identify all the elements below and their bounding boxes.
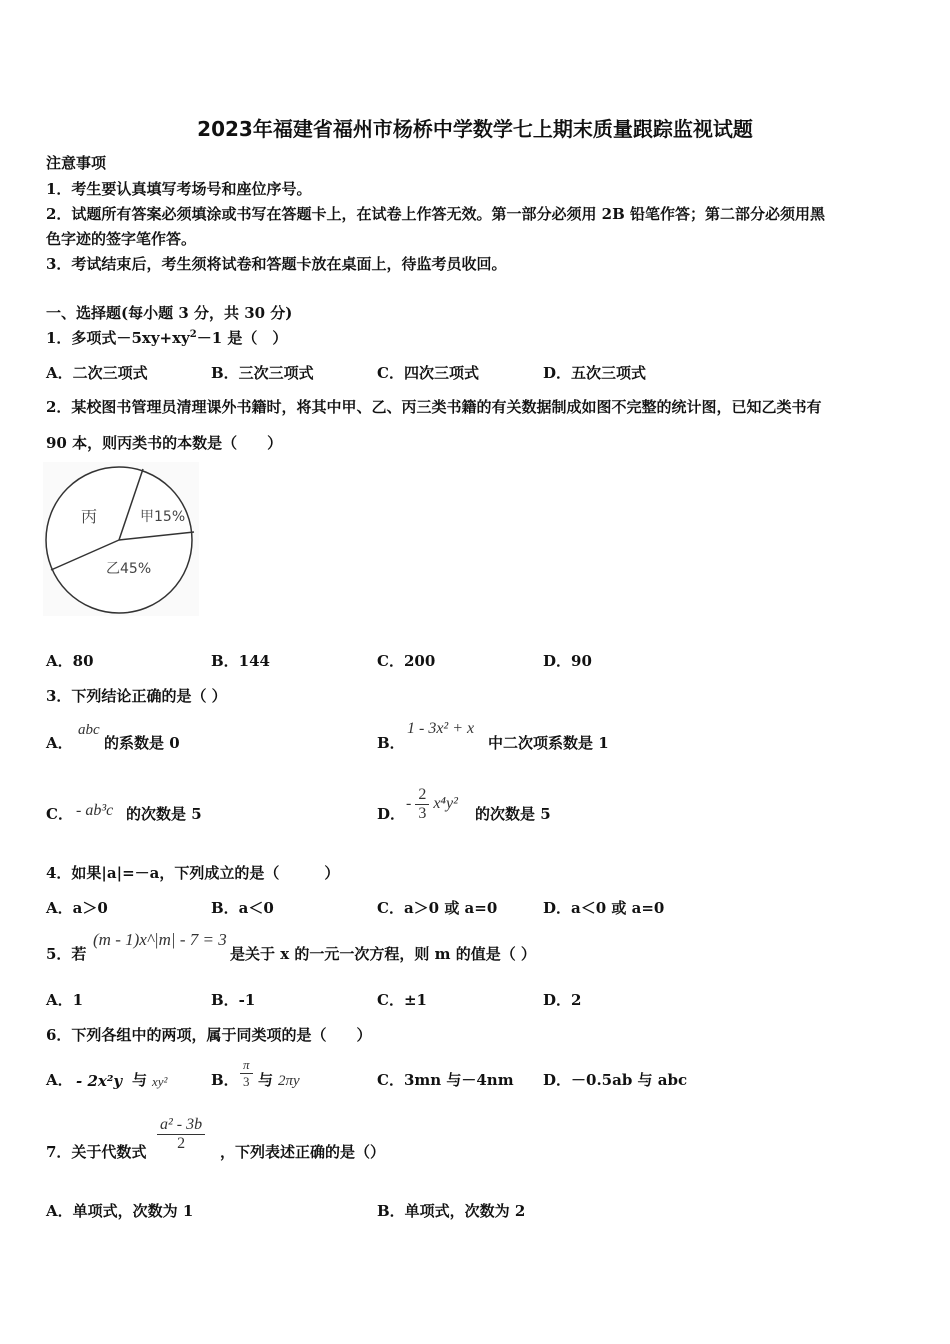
q3-option-c-text: 的次数是 5 (126, 805, 202, 823)
pie-chart (43, 462, 199, 616)
q1-stem-sup: 2 (189, 329, 197, 340)
q2-option-d[interactable]: D．90 (543, 652, 592, 670)
q3-option-b-text: 中二次项系数是 1 (488, 734, 609, 752)
q3-d-minus: - (406, 795, 412, 813)
q6-b-fraction-box (240, 1057, 253, 1090)
q3-option-a-text: 的系数是 0 (104, 734, 180, 752)
q3-option-c-label[interactable]: C． (46, 805, 73, 823)
question-7-stem-b: ，下列表述正确的是（） (220, 1143, 386, 1161)
notice-item-2-cont: 色字迹的签字笔作答。 (46, 230, 197, 248)
q6-option-a-math1: - 2x²y (76, 1072, 123, 1090)
q6-option-c[interactable]: C．3mn 与－4nm (377, 1071, 514, 1089)
q3-d-variables: x⁴y² (433, 795, 458, 813)
question-5-stem-b: 是关于 x 的一元一次方程，则 m 的值是（ ） (230, 945, 536, 963)
q5-option-d[interactable]: D．2 (543, 991, 582, 1009)
q5-option-c[interactable]: C．±1 (377, 991, 427, 1009)
q5-option-b[interactable]: B．-1 (211, 991, 256, 1009)
section-heading: 一、选择题(每小题 3 分，共 30 分) (46, 304, 293, 322)
q4-option-a[interactable]: A．a＞0 (46, 899, 108, 917)
question-5-stem-a: 5．若 (46, 945, 87, 963)
q4-option-d[interactable]: D．a＜0 或 a=0 (543, 899, 665, 917)
q1-option-c[interactable]: C．四次三项式 (377, 364, 479, 382)
q1-option-a[interactable]: A．二次三项式 (46, 364, 148, 382)
pie-label-yi: 乙45% (106, 561, 152, 577)
q5-option-a[interactable]: A．1 (46, 991, 84, 1009)
q7-fraction (157, 1116, 205, 1153)
question-2-stem-line2: 90 本，则丙类书的本数是（ ） (46, 434, 283, 452)
q3-option-a-label[interactable]: A． (46, 734, 73, 752)
q3-d-fraction (415, 786, 429, 823)
pie-label-bing: 丙 (81, 507, 98, 526)
page-title: 2023年福建省福州市杨桥中学数学七上期末质量跟踪监视试题 (197, 117, 753, 141)
q3-option-b-math: 1 - 3x² + x (407, 720, 475, 737)
notice-item-3: 3．考试结束后，考生须将试卷和答题卡放在桌面上，待监考员收回。 (46, 255, 507, 273)
q6-option-d[interactable]: D．－0.5ab 与 abc (543, 1071, 688, 1089)
notice-item-1: 1．考生要认真填写考场号和座位序号。 (46, 180, 312, 198)
q3-option-d-text: 的次数是 5 (475, 805, 551, 823)
q1-option-d[interactable]: D．五次三项式 (543, 364, 647, 382)
q7-option-a[interactable]: A．单项式，次数为 1 (46, 1202, 194, 1220)
q7-numerator: a² - 3b (157, 1116, 205, 1135)
q3-d-denominator: 3 (418, 805, 427, 822)
q3-option-b-label[interactable]: B． (377, 734, 405, 752)
q3-d-numerator: 2 (415, 786, 429, 805)
question-2-stem-line1: 2．某校图书管理员清理课外书籍时，将其中甲、乙、丙三类书籍的有关数据制成如图不完整的统计图，已知乙类书有 (46, 398, 822, 416)
q6-option-b-math2: 2πy (278, 1073, 300, 1089)
question-6-stem: 6．下列各组中的两项，属于同类项的是（ ） (46, 1026, 372, 1044)
pie-label-jia: 甲15% (140, 509, 186, 525)
q2-option-c[interactable]: C．200 (377, 652, 436, 670)
q2-option-a[interactable]: A．80 (46, 652, 94, 670)
q1-stem-b: －1 是（ ） (196, 329, 288, 347)
notice-heading: 注意事项 (46, 154, 107, 172)
q7-denominator: 2 (177, 1135, 186, 1152)
q3-option-a-math: abc (78, 722, 100, 738)
question-1-stem (46, 327, 287, 348)
q6-b-numerator: π (240, 1057, 253, 1074)
q3-option-d-label[interactable]: D． (377, 805, 406, 823)
q6-option-a-math2: xy² (152, 1074, 168, 1089)
q4-option-b[interactable]: B．a＜0 (211, 899, 274, 917)
q6-b-denominator: 3 (243, 1074, 250, 1089)
q7-fraction-box (157, 1116, 205, 1153)
q4-option-c[interactable]: C．a＞0 或 a=0 (377, 899, 498, 917)
question-3-stem: 3．下列结论正确的是（ ） (46, 687, 227, 705)
q1-stem-a: 1．多项式－5xy+xy (46, 329, 190, 347)
q6-option-b-label[interactable]: B． (211, 1071, 239, 1089)
q6-option-a-label[interactable]: A． (46, 1071, 73, 1089)
q3-option-c-math: - ab³c (76, 802, 114, 819)
q3-option-d-math (406, 786, 458, 823)
q5-equation: (m - 1)x^|m| - 7 = 3 (93, 930, 227, 949)
notice-item-2: 2．试题所有答案必须填涂或书写在答题卡上，在试卷上作答无效。第一部分必须用 2B 铅笔作答；第二部分必须用黑 (46, 205, 826, 223)
q6-option-b-mid: 与 (258, 1071, 274, 1089)
q2-option-b[interactable]: B．144 (211, 652, 270, 670)
q6-option-a-mid: 与 (132, 1071, 148, 1089)
q1-option-b[interactable]: B．三次三项式 (211, 364, 314, 382)
question-7-stem-a: 7．关于代数式 (46, 1143, 147, 1161)
question-4-stem: 4．如果|a|=－a，下列成立的是（ ） (46, 864, 340, 882)
q6-option-b-fraction (240, 1057, 253, 1090)
q7-option-b[interactable]: B．单项式，次数为 2 (377, 1202, 526, 1220)
